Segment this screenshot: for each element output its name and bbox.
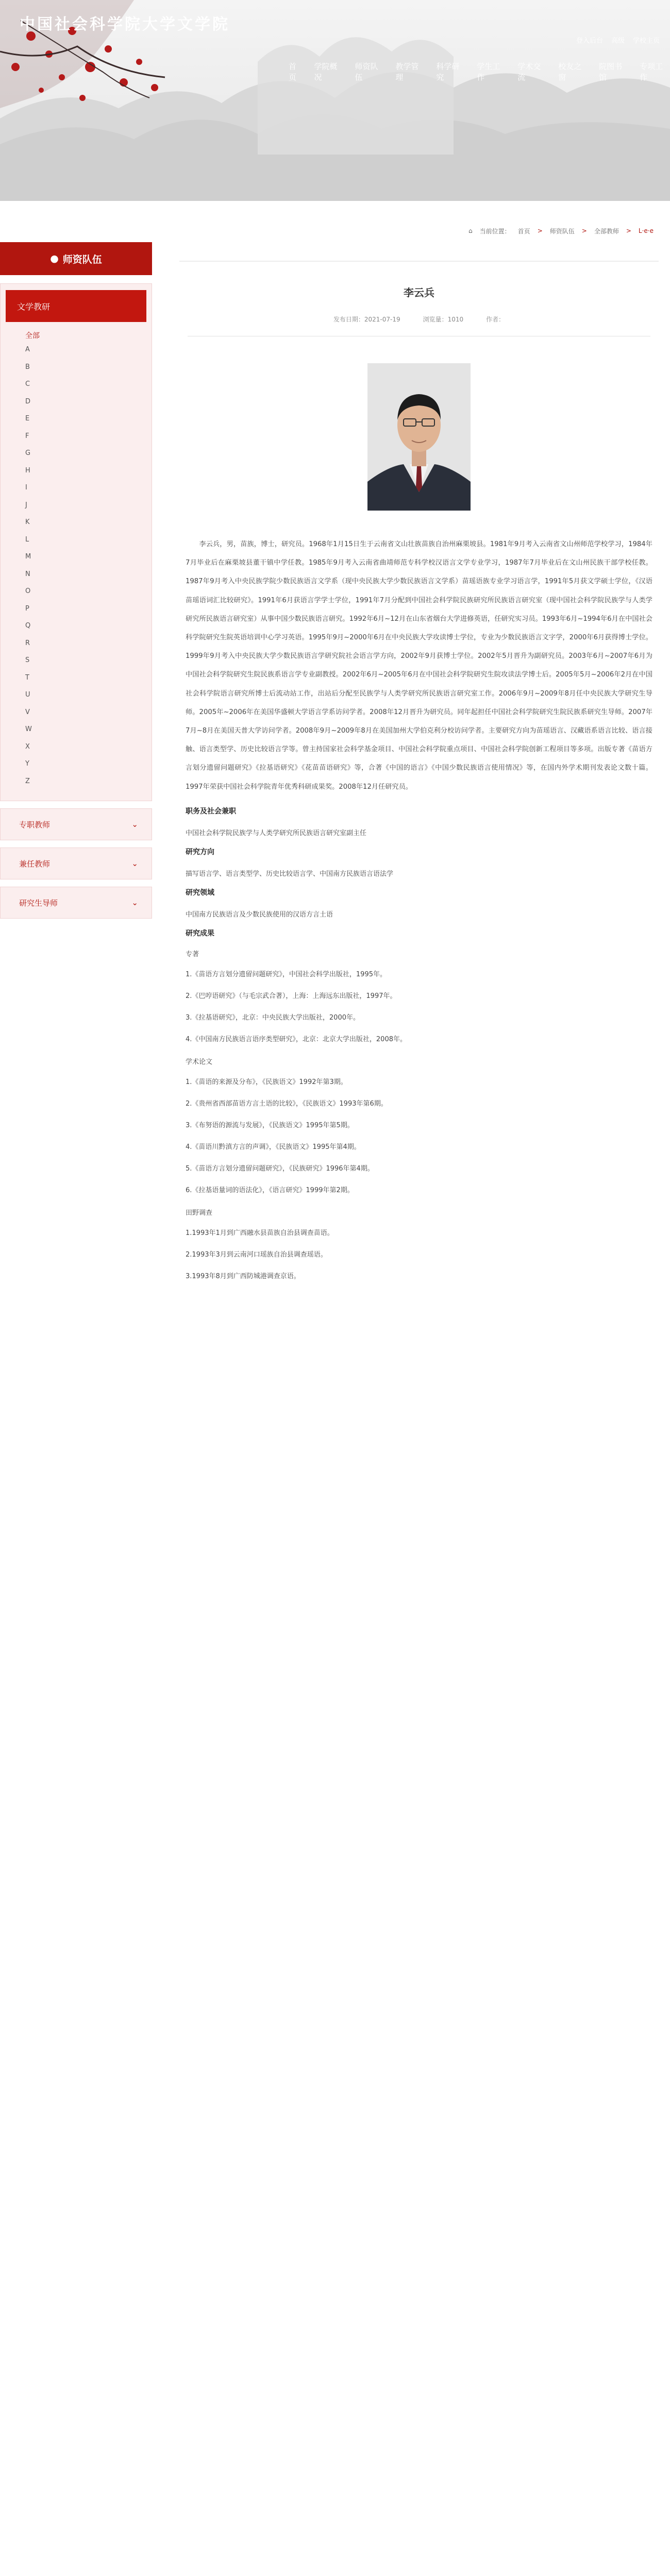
section-title: 研究领域 — [186, 888, 214, 897]
letter-filter-item[interactable]: L — [25, 535, 29, 544]
topbar-login[interactable]: 登入后台 — [576, 37, 603, 45]
breadcrumb-separator: > — [626, 227, 631, 234]
list-item: 5.《苗语方言划分遗留问题研究》，《民族研究》1996年第4期。 — [186, 1164, 374, 1173]
list-item: 1.《苗语方言划分遗留问题研究》，中国社会科学出版社，1995年。 — [186, 970, 387, 978]
sidebar-item-label: 兼任教师 — [19, 859, 51, 869]
letter-filter-item[interactable]: F — [25, 432, 29, 440]
profile-content — [179, 201, 659, 1292]
breadcrumb — [179, 201, 659, 262]
section-title: 职务及社会兼职 — [186, 807, 236, 816]
nav-item[interactable]: 校友之窗 — [558, 62, 582, 82]
sidebar-title — [0, 242, 152, 275]
letter-filter-item[interactable]: M — [25, 553, 31, 561]
sidebar-item-parttime[interactable] — [0, 848, 152, 879]
letter-filter-item[interactable]: N — [25, 570, 30, 578]
letter-filter-item[interactable]: R — [25, 639, 30, 647]
breadcrumb-separator: > — [537, 227, 543, 234]
page-title: 李云兵 — [404, 286, 434, 299]
nav-item[interactable]: 教学管理 — [395, 62, 419, 82]
letter-filter-all[interactable]: 全部 — [25, 332, 40, 340]
list-item: 3.1993年8月到广西防城港调查京语。 — [186, 1272, 300, 1280]
nav-item[interactable]: 首页 — [289, 62, 297, 82]
books-label: 专著 — [186, 950, 199, 958]
article-meta — [179, 315, 659, 324]
nav-item[interactable]: 专项工作 — [640, 62, 663, 82]
section-text: 描写语言学、语言类型学、历史比较语言学、中国南方民族语言语法学 — [186, 870, 394, 878]
letter-filter-item[interactable]: E — [25, 415, 30, 422]
list-item: 2.《巴哼语研究》（与毛宗武合著），上海：上海远东出版社，1997年。 — [186, 992, 397, 1000]
letter-filter-item[interactable]: P — [25, 604, 29, 613]
letter-filter-item[interactable]: A — [25, 346, 30, 353]
sidebar-item-label: 研究生导师 — [19, 898, 58, 908]
breadcrumb-home[interactable]: 首页 — [517, 227, 530, 235]
profile-photo — [367, 363, 471, 511]
users-icon: ● — [50, 253, 59, 264]
list-item: 1.1993年1月到广西融水县苗族自治县调查苗语。 — [186, 1229, 334, 1237]
sidebar-section-teaching[interactable]: 文学教研 — [6, 290, 146, 322]
list-item: 2.《贵州省西部苗语方言土语的比较》，《民族语文》1993年第6期。 — [186, 1099, 388, 1108]
letter-filter-item[interactable]: J — [25, 501, 27, 509]
post-date: 发布日期：2021-07-19 — [333, 316, 400, 323]
header-banner — [0, 0, 670, 201]
nav-item[interactable]: 学院概况 — [314, 62, 338, 82]
fieldwork-list — [186, 1227, 652, 1283]
papers-label: 学术论文 — [186, 1058, 213, 1066]
letter-filter-item[interactable]: D — [25, 397, 31, 405]
nav-item[interactable]: 院图书馆 — [599, 62, 623, 82]
sidebar-item-label: 专职教师 — [19, 820, 51, 829]
letter-filter-item[interactable]: O — [25, 587, 31, 595]
letter-filter-item[interactable]: S — [25, 656, 30, 664]
letter-filter-item[interactable]: T — [25, 673, 29, 682]
biography — [186, 535, 652, 796]
section-title: 研究方向 — [186, 848, 214, 856]
biography-text: 李云兵，男，苗族，博士，研究员。1968年1月15日生于云南省文山壮族苗族自治州麻栗坡县。1981年9月考入云南省文山州师范学校学习，1984年7月毕业后在麻栗坡县董干镇中学任教。1985年9月考入云南省曲靖师范专科学校汉语言文学专业学习，1987年7月毕业后在文山州民族干部学校任教。1987年9月考入中央民族学院少数民族语言文学系（现中央民族大学少数民族语言文学系）苗瑶语族专业学习语言学，1991年5月获文学硕士学位，《汉语苗瑶语词汇比较研究》。1991年6月获语言学学士学位，1991年7月分配到中国社会科学院民族研究所民族语言研究室（现中国社会科学院民族学与人类学研究所民族语言研究室）从事中国少数民族语言研究。1992年6月~12月在山东省烟台大学进修英语，任研究实习员。1993年6月~1994年6月在中国社会科学院研究生院英语培训中心学习英语。1995年9月~2000年6月在中央民族大学攻读博士学位，专业为少数民族语言文字学，2000年6月获得博士学位。1999年9月考入中央民族大学少数民族语言学研究院社会语言学方向，2002年9月获博士学位。2002年5月晋升为副研究员。2003年6月~2007年6月为中国社会科学院研究生院民族系语言学专业副教授。2002年6月~2005年6月在中国社会科学院研究生院攻读法学博士后。2005年5月~2006年2月在中国社会科学院语言研究所博士后流动站工作，出站后分配至民族学与人类学研究所民族语言研究室工作。2006年9月~2009年8月任中央民族大学研究生导师。2005年~2006年在美国华盛顿大学语言学系访问学者。2008年12月晋升为研究员。同年起担任中国社会科学院研究生院民族系研究生导师。2007年7月~8月在美国天普大学访问学者。2008年9月~2009年8月在美国加州大学伯克利分校访问学者。主要研究方向为苗瑶语言、汉藏语系语言比较、语言接触、语言类型学、历史比较语言学等。曾主持国家社会科学基金项目、中国社会科学院重点项目、中国社会科学院创新工程项目等多项。出版专著《苗语方言划分遗留问题研究》《拉基语研究》《花苗苗语研究》等，合著《中国的语言》《中国少数民族语言使用情况》等，在国内外学术期刊发表论文数十篇。1997年荣获中国社会科学院青年优秀科研成果奖。2008年12月任研究员。 — [186, 540, 652, 791]
fieldwork-label: 田野调查 — [186, 1209, 213, 1217]
letter-filter-item[interactable]: B — [25, 363, 30, 371]
list-item: 3.《布努语的源流与发展》，《民族语文》1995年第5期。 — [186, 1121, 354, 1129]
letter-filter-item[interactable]: H — [25, 466, 30, 474]
letter-filter-item[interactable]: W — [25, 725, 32, 733]
main-nav — [289, 61, 670, 82]
sidebar-title-text: 师资队伍 — [62, 253, 102, 265]
chevron-down-icon: ⌄ — [131, 820, 138, 829]
breadcrumb-faculty[interactable]: 师资队伍 — [549, 227, 575, 235]
author: 作者： — [486, 316, 505, 323]
view-count: 浏览量：1010 — [423, 316, 464, 323]
breadcrumb-current: L·e·e — [638, 227, 654, 234]
letter-filter-item[interactable]: V — [25, 708, 30, 716]
sidebar-item-fulltime[interactable] — [0, 808, 152, 840]
letter-filter-item[interactable]: I — [25, 484, 27, 492]
section-text: 中国社会科学院民族学与人类学研究所民族语言研究室副主任 — [186, 829, 367, 837]
nav-item[interactable]: 学生工作 — [477, 62, 500, 82]
list-item: 6.《拉基语量词的语法化》，《语言研究》1999年第2期。 — [186, 1186, 354, 1194]
letter-filter-item[interactable]: X — [25, 742, 30, 751]
breadcrumb-separator: > — [581, 227, 587, 234]
nav-item[interactable]: 科学研究 — [436, 62, 460, 82]
list-item: 2.1993年3月到云南河口瑶族自治县调查瑶语。 — [186, 1250, 327, 1259]
letter-filter-item[interactable]: K — [25, 518, 30, 526]
site-title[interactable]: 中国社会科学院大学文学院 — [20, 15, 230, 33]
list-item: 1.《苗语的来源及分布》，《民族语文》1992年第3期。 — [186, 1078, 347, 1086]
books-list — [186, 969, 652, 1046]
section-text: 中国南方民族语言及少数民族使用的汉语方言土语 — [186, 910, 333, 919]
papers-list — [186, 1076, 652, 1197]
topbar-advanced[interactable]: 高级 — [611, 37, 625, 45]
letter-filter-item[interactable]: G — [25, 449, 31, 457]
list-item: 4.《苗语川黔滇方言的声调》，《民族语文》1995年第4期。 — [186, 1143, 361, 1151]
letter-filter-item[interactable]: U — [25, 691, 30, 699]
topbar-home[interactable]: 学校主页 — [632, 37, 660, 45]
breadcrumb-label: 当前位置： — [479, 227, 511, 235]
nav-item[interactable]: 师资队伍 — [355, 62, 378, 82]
nav-item[interactable]: 学术交流 — [517, 62, 541, 82]
letter-filter-item[interactable]: C — [25, 380, 30, 388]
chevron-down-icon: ⌄ — [131, 898, 138, 907]
photo-wrap — [179, 363, 659, 513]
section-title: 研究成果 — [186, 929, 214, 938]
home-icon: ⌂ — [468, 227, 473, 234]
chevron-down-icon: ⌄ — [131, 859, 138, 868]
letter-filter-item[interactable]: Q — [25, 622, 31, 630]
list-item: 3.《拉基语研究》，北京：中央民族大学出版社，2000年。 — [186, 1013, 360, 1022]
sidebar-item-supervisors[interactable] — [0, 887, 152, 919]
sidebar-filter-box — [0, 283, 152, 801]
letter-filter-item[interactable]: Z — [25, 777, 30, 785]
letter-filter-list — [25, 345, 146, 793]
list-item: 4.《中国南方民族语言语序类型研究》，北京：北京大学出版社，2008年。 — [186, 1035, 407, 1043]
breadcrumb-all[interactable]: 全部教师 — [594, 227, 619, 235]
topbar — [576, 35, 660, 45]
sidebar — [0, 242, 152, 919]
letter-filter-item[interactable]: Y — [25, 760, 29, 768]
